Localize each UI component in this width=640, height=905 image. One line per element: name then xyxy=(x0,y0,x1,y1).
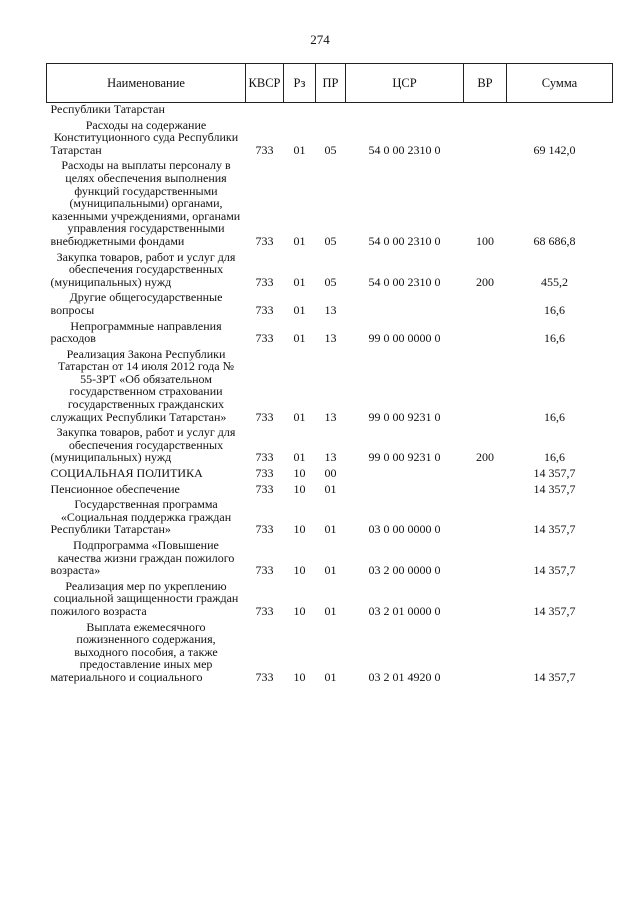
cell-rz xyxy=(284,103,316,119)
cell-kvsr: 733 xyxy=(255,274,274,289)
cell-sum: 14 357,7 xyxy=(533,466,576,481)
cell-pr: 13 xyxy=(324,450,337,465)
cell-name: Республики Татарстан xyxy=(50,102,165,116)
cell-rz: 01 xyxy=(293,302,306,317)
budget-table xyxy=(46,63,613,687)
cell-rz: 01 xyxy=(293,409,306,424)
cell-kvsr: 733 xyxy=(255,142,274,157)
cell-pr: 05 xyxy=(324,233,337,248)
cell-sum: 16,6 xyxy=(544,450,565,465)
cell-vr xyxy=(464,621,507,687)
cell-vr: 200 xyxy=(476,274,494,289)
cell-sum: 69 142,0 xyxy=(533,142,576,157)
cell-kvsr: 733 xyxy=(255,563,274,578)
cell-rz: 01 xyxy=(293,450,306,465)
cell-vr xyxy=(464,103,507,119)
cell-pr: 01 xyxy=(324,563,337,578)
cell-rz: 01 xyxy=(293,142,306,157)
table-row xyxy=(47,251,613,292)
table-row xyxy=(47,467,613,483)
cell-kvsr: 733 xyxy=(255,481,274,496)
cell-pr: 01 xyxy=(324,669,337,684)
cell-kvsr: 733 xyxy=(255,522,274,537)
cell-kvsr: 733 xyxy=(255,331,274,346)
header-kvsr: КВСР xyxy=(246,64,284,103)
cell-vr xyxy=(464,348,507,427)
cell-kvsr: 733 xyxy=(255,302,274,317)
cell-csr: 03 0 00 0000 0 xyxy=(368,522,441,537)
cell-vr xyxy=(464,498,507,539)
cell-name: Расходы на выплаты персоналу в целях обеспечения выполнения функций государственными (муниципальными) органами, казенными учреждениями, органами управления государственными внебюджетными фондами xyxy=(50,158,241,248)
cell-pr: 13 xyxy=(324,302,337,317)
cell-csr xyxy=(346,483,464,499)
cell-vr xyxy=(464,483,507,499)
cell-vr xyxy=(464,320,507,348)
cell-csr: 03 2 00 0000 0 xyxy=(368,563,441,578)
cell-rz: 01 xyxy=(293,274,306,289)
cell-pr: 00 xyxy=(324,466,337,481)
cell-vr xyxy=(464,291,507,319)
cell-pr: 13 xyxy=(324,409,337,424)
cell-vr: 200 xyxy=(476,450,494,465)
cell-sum: 14 357,7 xyxy=(533,603,576,618)
table-row xyxy=(47,483,613,499)
header-vr: ВР xyxy=(464,64,507,103)
cell-kvsr: 733 xyxy=(255,450,274,465)
cell-rz: 01 xyxy=(293,233,306,248)
cell-sum: 16,6 xyxy=(544,331,565,346)
cell-pr: 13 xyxy=(324,331,337,346)
cell-vr xyxy=(464,539,507,580)
cell-name: Выплата ежемесячного пожизненного содержания, выходного пособия, а также предоставление иных мер материального и социального xyxy=(50,619,218,684)
table-header-row xyxy=(47,64,613,103)
cell-kvsr: 733 xyxy=(255,669,274,684)
header-sum: Сумма xyxy=(507,64,613,103)
cell-sum: 16,6 xyxy=(544,302,565,317)
cell-csr xyxy=(346,467,464,483)
header-rz: Рз xyxy=(284,64,316,103)
cell-csr xyxy=(346,103,464,119)
page-number: 274 xyxy=(310,32,330,47)
cell-name: СОЦИАЛЬНАЯ ПОЛИТИКА xyxy=(50,466,203,481)
cell-name: Подпрограмма «Повышение качества жизни граждан пожилого возраста» xyxy=(50,538,235,578)
cell-rz: 10 xyxy=(293,603,306,618)
cell-csr: 99 0 00 9231 0 xyxy=(368,409,441,424)
cell-name: Закупка товаров, работ и услуг для обеспечения государственных (муниципальных) нужд xyxy=(50,425,236,465)
cell-kvsr: 733 xyxy=(255,409,274,424)
cell-rz: 10 xyxy=(293,563,306,578)
cell-name: Реализация мер по укреплению социальной защищенности граждан пожилого возраста xyxy=(50,578,239,618)
cell-sum xyxy=(507,103,613,119)
cell-vr xyxy=(464,580,507,621)
table-row xyxy=(47,426,613,467)
cell-kvsr: 733 xyxy=(255,233,274,248)
cell-pr: 01 xyxy=(324,522,337,537)
cell-sum: 14 357,7 xyxy=(533,481,576,496)
cell-name: Пенсионное обеспечение xyxy=(50,481,180,496)
cell-csr: 03 2 01 0000 0 xyxy=(368,603,441,618)
cell-sum: 14 357,7 xyxy=(533,522,576,537)
cell-sum: 455,2 xyxy=(541,274,568,289)
table-row xyxy=(47,320,613,348)
cell-kvsr: 733 xyxy=(255,603,274,618)
table-row xyxy=(47,103,613,119)
table-row xyxy=(47,119,613,160)
cell-sum: 68 686,8 xyxy=(533,233,576,248)
table-row xyxy=(47,539,613,580)
cell-csr xyxy=(346,291,464,319)
cell-rz: 01 xyxy=(293,331,306,346)
cell-pr: 05 xyxy=(324,274,337,289)
cell-sum: 16,6 xyxy=(544,409,565,424)
cell-pr: 01 xyxy=(324,481,337,496)
cell-csr: 54 0 00 2310 0 xyxy=(368,142,441,157)
cell-csr: 03 2 01 4920 0 xyxy=(368,669,441,684)
cell-sum: 14 357,7 xyxy=(533,669,576,684)
cell-pr xyxy=(316,103,346,119)
table-row xyxy=(47,621,613,687)
header-name: Наименование xyxy=(47,64,246,103)
cell-csr: 54 0 00 2310 0 xyxy=(368,233,441,248)
cell-name: Государственная программа «Социальная поддержка граждан Республики Татарстан» xyxy=(50,497,232,537)
cell-rz: 10 xyxy=(293,466,306,481)
cell-name: Реализация Закона Республики Татарстан от 14 июля 2012 года № 55-ЗРТ «Об обязательном государственном страховании государственных гражданских служащих Республики Татарстан» xyxy=(50,346,235,424)
cell-csr: 99 0 00 0000 0 xyxy=(368,331,441,346)
cell-vr xyxy=(464,467,507,483)
header-pr: ПР xyxy=(316,64,346,103)
cell-name: Закупка товаров, работ и услуг для обеспечения государственных (муниципальных) нужд xyxy=(50,249,236,289)
cell-rz: 10 xyxy=(293,669,306,684)
table-row xyxy=(47,291,613,319)
cell-kvsr xyxy=(246,103,284,119)
cell-csr: 99 0 00 9231 0 xyxy=(368,450,441,465)
header-csr: ЦСР xyxy=(346,64,464,103)
cell-csr: 54 0 00 2310 0 xyxy=(368,274,441,289)
cell-pr: 01 xyxy=(324,603,337,618)
table-row xyxy=(47,580,613,621)
cell-name: Другие общегосударственные вопросы xyxy=(50,290,223,317)
cell-rz: 10 xyxy=(293,522,306,537)
cell-rz: 10 xyxy=(293,481,306,496)
table-row xyxy=(47,498,613,539)
table-row xyxy=(47,159,613,250)
cell-sum: 14 357,7 xyxy=(533,563,576,578)
cell-vr: 100 xyxy=(476,233,494,248)
cell-vr xyxy=(464,119,507,160)
table-row xyxy=(47,348,613,427)
cell-name: Непрограммные направления расходов xyxy=(50,318,222,346)
cell-pr: 05 xyxy=(324,142,337,157)
cell-name: Расходы на содержание Конституционного суда Республики Татарстан xyxy=(50,117,239,157)
cell-kvsr: 733 xyxy=(255,466,274,481)
